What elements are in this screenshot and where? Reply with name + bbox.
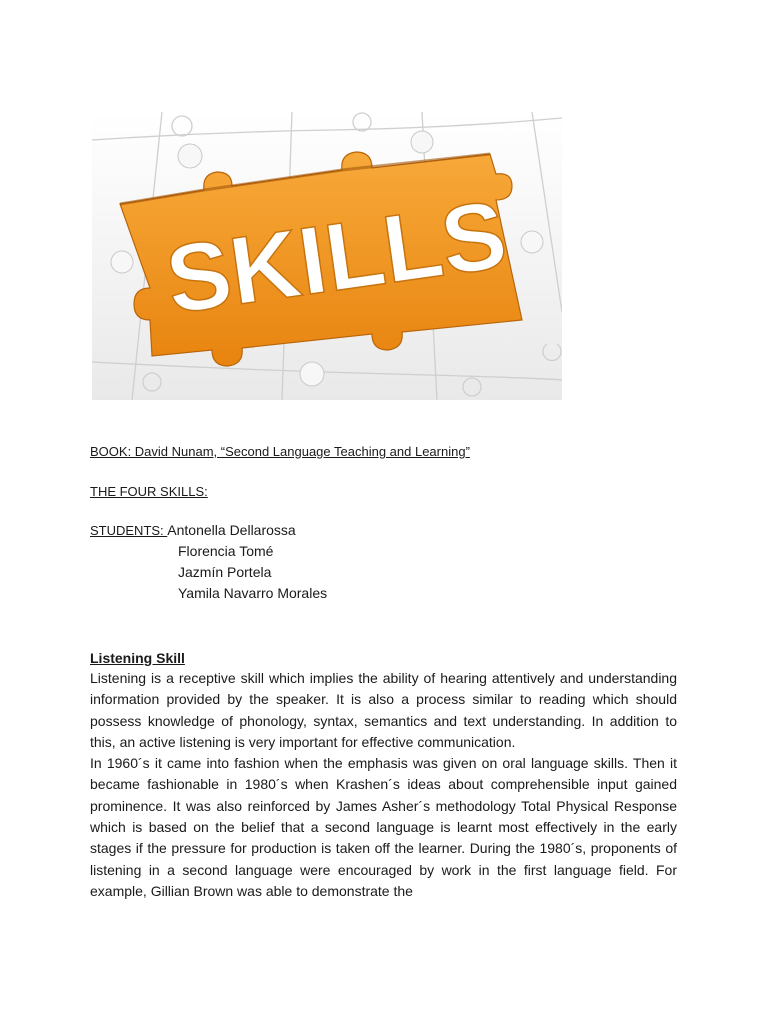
student-name: Yamila Navarro Morales: [178, 585, 328, 601]
book-reference: BOOK: David Nunam, “Second Language Teaching and Learning”: [90, 444, 470, 459]
paragraph: In 1960´s it came into fashion when the emphasis was given on oral language skills. Then it became fashionable in 1980´s when Krashen´s ideas about comprehensible input gained prominence. It was also reinforced by James Asher´s methodology Total Physical Response which is based on the belief that a second language is learnt most effectively in the early stages if the pressure for production is taken off the learner. During the 1980´s, proponents of listening in a second language were encouraged by work in the first language field. For example, Gillian Brown was able to demonstrate the: [90, 755, 677, 899]
students-list: [90, 520, 327, 604]
student-name: Jazmín Portela: [178, 564, 272, 580]
student-name: Antonella Dellarossa: [167, 522, 296, 538]
skills-puzzle-image: [92, 112, 562, 400]
listening-skill-heading: Listening Skill: [90, 650, 185, 666]
listening-body: [90, 668, 677, 902]
puzzle-illustration: [92, 112, 562, 400]
students-label: STUDENTS:: [90, 523, 168, 538]
four-skills-heading: THE FOUR SKILLS:: [90, 484, 208, 499]
skills-word: SKILLS: [159, 180, 513, 335]
paragraph: Listening is a receptive skill which implies the ability of hearing attentively and understanding information provided by the speaker. It is also a process similar to reading which should possess knowledge of phonology, syntax, semantics and text understanding. In addition to this, an active listening is very important for effective communication.: [90, 670, 677, 750]
student-name: Florencia Tomé: [178, 543, 274, 559]
students-first-row: [90, 520, 327, 541]
